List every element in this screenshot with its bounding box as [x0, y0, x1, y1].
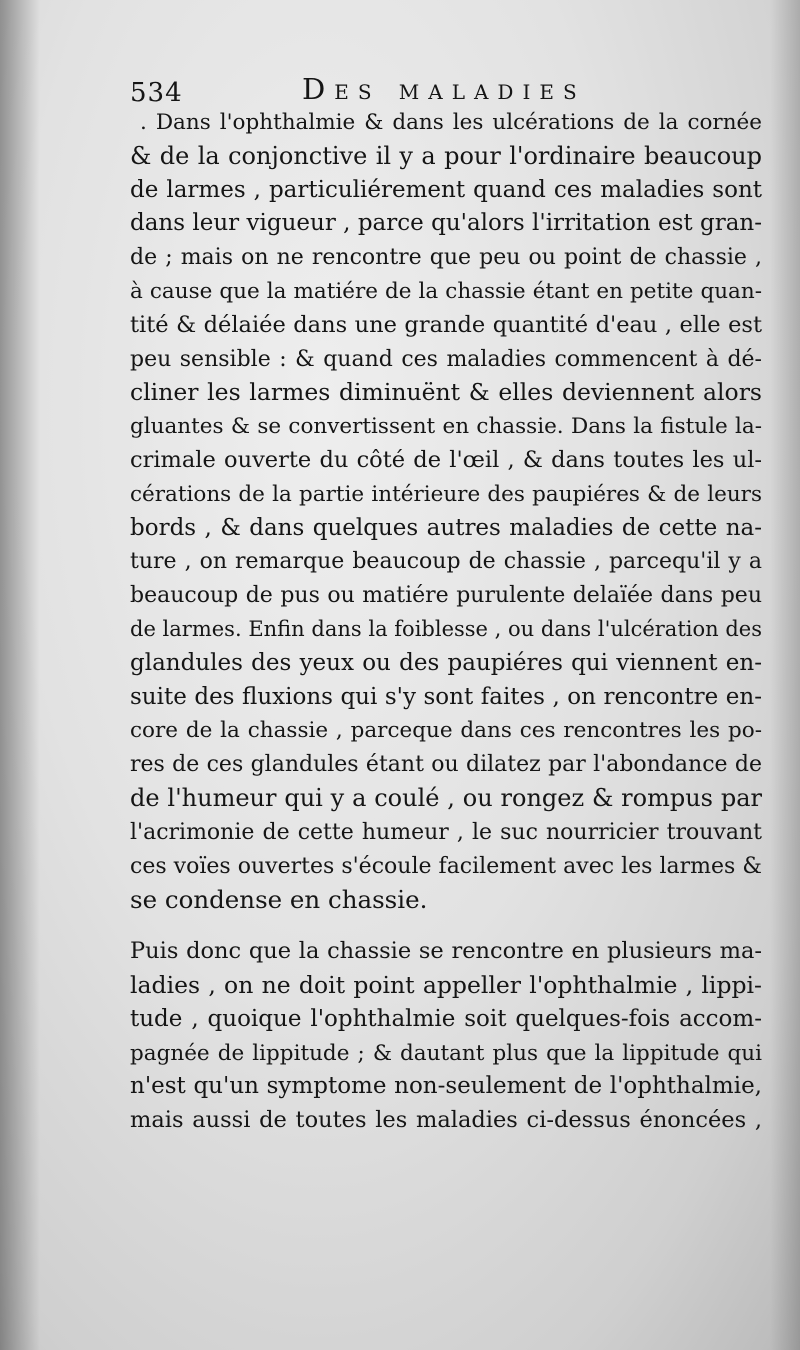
text-line: n'est qu'un symptome non-seulement de l'ophthalmie,: [130, 1073, 762, 1100]
text-line: glandules des yeux ou des paupiéres qui viennent en-: [130, 649, 762, 676]
text-line: à cause que la matiére de la chassie étant en petite quan-: [130, 278, 762, 304]
text-line: beaucoup de pus ou matiére purulente delaïée dans peu: [130, 583, 762, 609]
body-text: [130, 106, 762, 1138]
text-line: suite des fluxions qui s'y sont faites , on rencontre en-: [130, 683, 762, 710]
page-header: [130, 66, 750, 106]
text-line: cérations de la partie intérieure des paupiéres & de leurs: [130, 481, 762, 507]
text-line: Puis donc que la chassie se rencontre en plusieurs ma-: [130, 938, 762, 965]
text-line: dans leur vigueur , parce qu'alors l'irritation est gran-: [130, 210, 762, 237]
text-line: gluantes & se convertissent en chassie. Dans la fistule la-: [130, 414, 762, 440]
text-line: mais aussi de toutes les maladies ci-dessus énoncées ,: [130, 1107, 762, 1134]
paragraph-2: [130, 935, 762, 1138]
text-line: crimale ouverte du côté de l'œil , & dans toutes les ul-: [130, 446, 762, 473]
text-line: tude , quoique l'ophthalmie soit quelques-fois accom-: [130, 1005, 762, 1032]
text-line: se condense en chassie.: [130, 885, 428, 915]
text-line: & de la conjonctive il y a pour l'ordinaire beaucoup: [130, 141, 762, 170]
text-line: pagnée de lippitude ; & dautant plus que la lippitude qui: [130, 1040, 762, 1066]
paragraph-gap: [130, 917, 762, 935]
page-number: 534: [130, 78, 183, 108]
text-line: . Dans l'ophthalmie & dans les ulcérations de la cornée: [140, 110, 762, 135]
text-line: de larmes , particuliérement quand ces maladies sont: [130, 176, 762, 203]
text-line: ces voïes ouvertes s'écoule facilement avec les larmes &: [130, 853, 762, 879]
text-line: res de ces glandules étant ou dilatez par l'abondance de: [130, 752, 762, 778]
text-line: ture , on remarque beaucoup de chassie , parcequ'il y a: [130, 549, 762, 575]
text-line: core de la chassie , parceque dans ces rencontres les po-: [130, 718, 762, 744]
running-head: Des maladies: [302, 72, 586, 106]
text-line: l'acrimonie de cette humeur , le suc nourricier trouvant: [130, 819, 762, 845]
text-line: tité & délaiée dans une grande quantité d'eau , elle est: [130, 311, 762, 338]
text-line: de l'humeur qui y a coulé , ou rongez & rompus par: [130, 783, 762, 812]
paragraph-1: [130, 106, 762, 917]
text-line: bords , & dans quelques autres maladies de cette na-: [130, 514, 762, 541]
text-line: de ; mais on ne rencontre que peu ou point de chassie ,: [130, 245, 762, 271]
text-line: ladies , on ne doit point appeller l'ophthalmie , lippi-: [130, 970, 762, 999]
text-line: de larmes. Enfin dans la foiblesse , ou dans l'ulcération des: [130, 616, 762, 641]
text-line: cliner les larmes diminuënt & elles deviennent alors: [130, 378, 762, 407]
text-line: peu sensible : & quand ces maladies commencent à dé-: [130, 346, 762, 372]
